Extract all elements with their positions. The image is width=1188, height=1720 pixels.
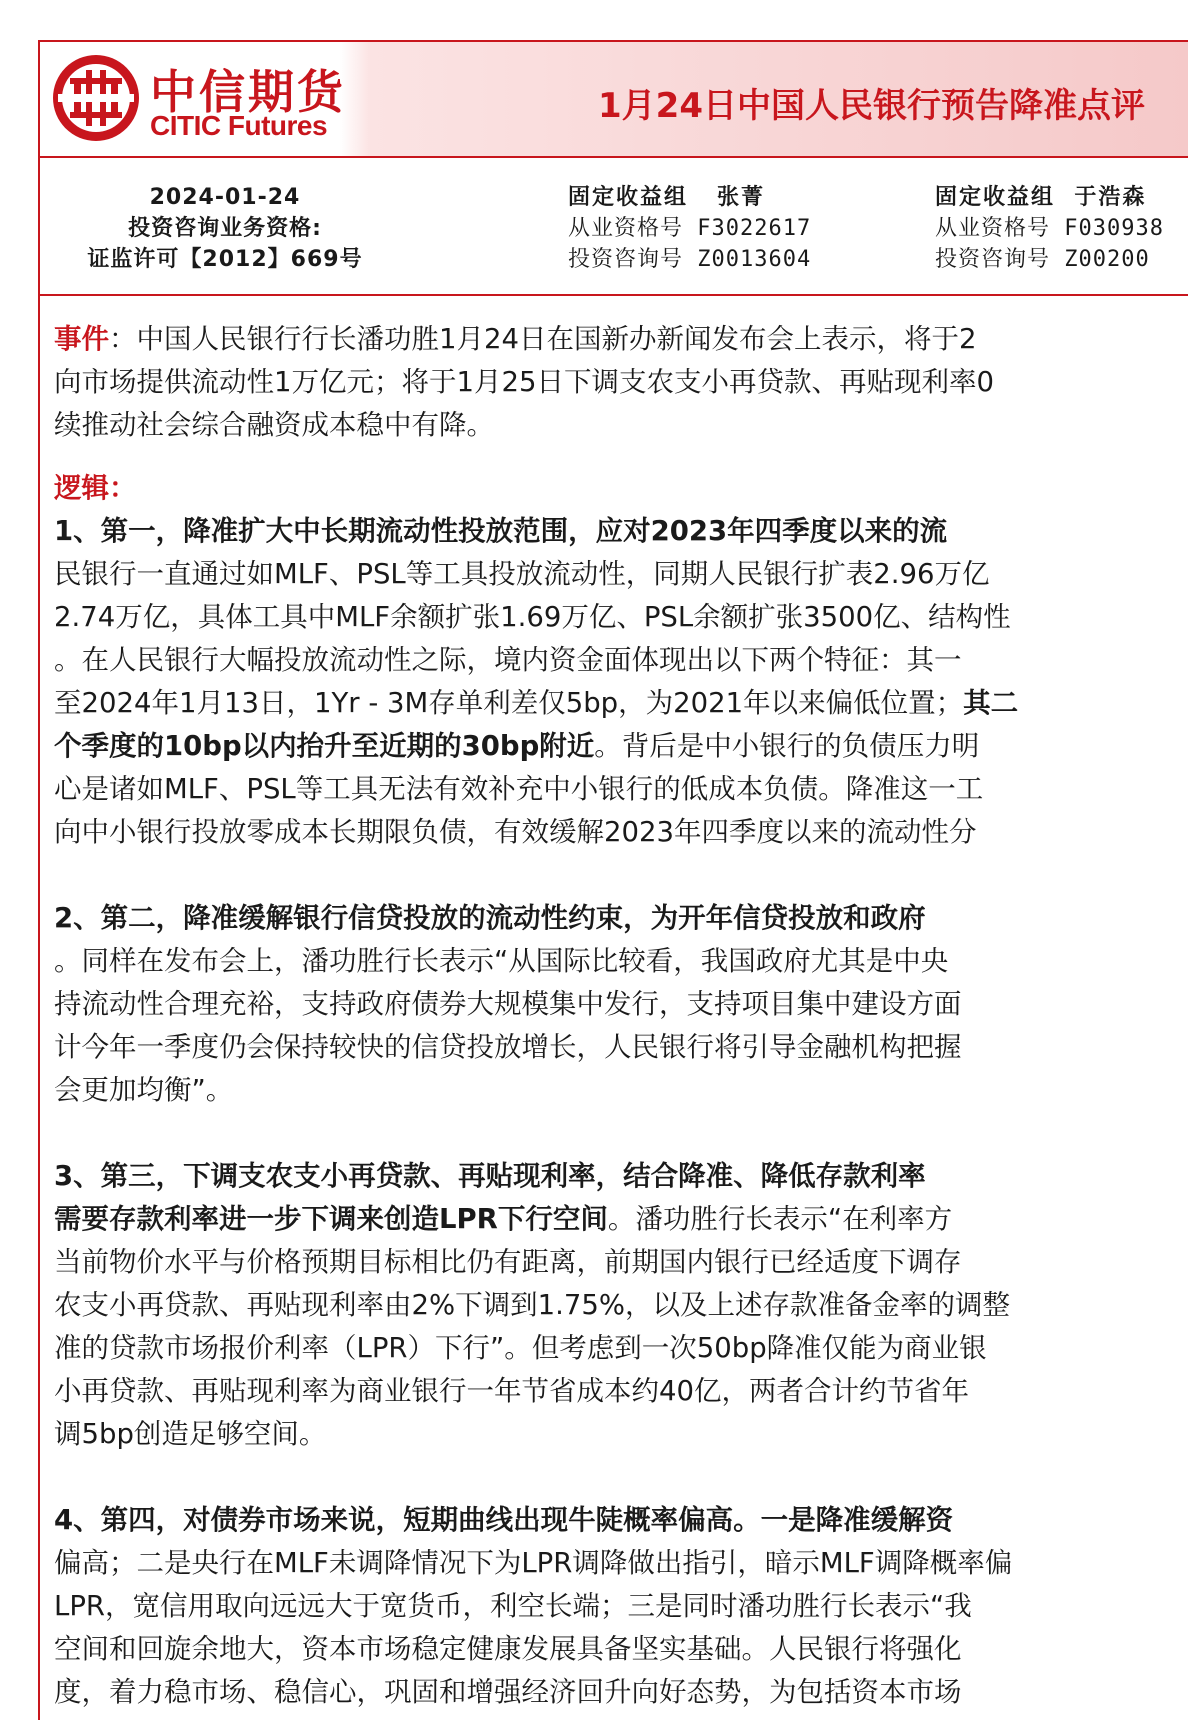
body-line: 2.74万亿，具体工具中MLF余额扩张1.69万亿、PSL余额扩张3500亿、结构性 [54, 601, 1011, 633]
reg-label: 从业资格号 [935, 216, 1051, 241]
logic-label: 逻辑： [54, 472, 137, 504]
analyst-card-1 [568, 182, 811, 275]
analyst-reg [568, 213, 811, 244]
paragraph-gap [54, 854, 1188, 897]
report-date: 2024-01-24 [149, 185, 301, 210]
body-line: LPR，宽信用取向远远大于宽货币，利空长端；三是同时潘功胜行长表示“我 [54, 1590, 972, 1622]
body-line: 调5bp创造足够空间。 [54, 1418, 327, 1450]
body-line [54, 682, 1188, 725]
brand-name-cn: 中信期货 [150, 65, 346, 119]
header-divider [40, 156, 1188, 158]
point-2-heading: 2、第二，降准缓解银行信贷投放的流动性约束，为开年信贷投放和政府 [54, 902, 926, 934]
paragraph-gap [54, 1456, 1188, 1499]
body-line: 农支小再贷款、再贴现利率由2%下调到1.75%，以及上述存款准备金率的调整 [54, 1289, 1010, 1321]
analyst-card-2 [935, 182, 1164, 275]
analyst-group: 固定收益组 [568, 185, 689, 210]
emphasis-text: 其二 [963, 687, 1019, 719]
consult-number: Z00200 [1064, 247, 1150, 272]
body-line: 。在人民银行大幅投放流动性之际，境内资金面体现出以下两个特征：其一 [54, 644, 962, 676]
body-line: 当前物价水平与价格预期目标相比仍有距离，前期国内银行已经适度下调存 [54, 1246, 962, 1278]
event-text: ：中国人民银行行长潘功胜1月24日在国新办新闻发布会上表示，将于2 [109, 323, 977, 355]
analyst-reg [935, 213, 1164, 244]
reg-number: F030938 [1064, 216, 1164, 241]
body-line: 持流动性合理充裕，支持政府债券大规模集中发行，支持项目集中建设方面 [54, 988, 962, 1020]
event-label: 事件 [54, 323, 109, 355]
body-line: 计今年一季度仍会保持较快的信贷投放增长，人民银行将引导金融机构把握 [54, 1031, 962, 1063]
consult-label: 投资咨询号 [568, 247, 684, 272]
body-text: 至2024年1月13日，1Yr - 3M存单利差仅5bp，为2021年以来偏低位置； [54, 687, 964, 719]
body-line: 准的贷款市场报价利率（LPR）下行”。但考虑到一次50bp降准仅能为商业银 [54, 1332, 987, 1364]
analyst-name: 张菁 [717, 185, 766, 210]
body-text: 。一是降准缓解资 [733, 1504, 954, 1536]
body-line: 度，着力稳市场、稳信心，巩固和增强经济回升向好态势，为包括资本市场 [54, 1676, 962, 1708]
meta-divider [40, 294, 1188, 296]
analyst-consult [935, 244, 1164, 275]
emphasis-text: 4、第四，对债券市场来说，短期曲线出现牛陡概率偏高 [54, 1504, 734, 1536]
body-line: 续推动社会综合融资成本稳中有降。 [54, 409, 494, 441]
body-text: 。背后是中小银行的负债压力明 [594, 730, 980, 762]
analyst-header [568, 182, 811, 213]
body-line: 偏高；二是央行在MLF未调降情况下为LPR调降做出指引，暗示MLF调降概率偏 [54, 1547, 1013, 1579]
report-info [60, 182, 390, 275]
citic-logo-icon [50, 52, 142, 144]
body-line: 空间和回旋余地大，资本市场稳定健康发展具备坚实基础。人民银行将强化 [54, 1633, 962, 1665]
consult-label: 投资咨询号 [935, 247, 1051, 272]
event-paragraph [54, 318, 1188, 361]
analyst-header [935, 182, 1164, 213]
body-text: 。潘功胜行长表示“在利率方 [607, 1203, 953, 1235]
body-line: 。同样在发布会上，潘功胜行长表示“从国际比较看，我国政府尤其是中央 [54, 945, 949, 977]
report-title: 1月24日中国人民银行预告降准点评 [598, 86, 1145, 126]
point-1-heading: 1、第一，降准扩大中长期流动性投放范围，应对2023年四季度以来的流 [54, 515, 948, 547]
analyst-consult [568, 244, 811, 275]
body-line: 向市场提供流动性1万亿元；将于1月25日下调支农支小再贷款、再贴现利率0 [54, 366, 994, 398]
brand-name-en: CITIC Futures [150, 110, 328, 141]
report-body [54, 318, 1188, 1714]
reg-label: 从业资格号 [568, 216, 684, 241]
body-line: 会更加均衡”。 [54, 1074, 234, 1106]
qualification-label: 投资咨询业务资格: [128, 216, 322, 241]
consult-number: Z0013604 [697, 247, 812, 272]
emphasis-text: 个季度的10bp以内抬升至近期的30bp附近 [54, 730, 595, 762]
analyst-name: 于浩森 [1074, 185, 1147, 210]
license-number: 证监许可【2012】669号 [87, 247, 363, 272]
spacer [54, 447, 1188, 467]
body-line: 民银行一直通过如MLF、PSL等工具投放流动性，同期人民银行扩表2.96万亿 [54, 558, 990, 590]
reg-number: F3022617 [697, 216, 812, 241]
body-line [54, 1198, 1188, 1241]
point-3-heading: 3、第三，下调支农支小再贷款、再贴现利率，结合降准、降低存款利率 [54, 1160, 926, 1192]
paragraph-gap [54, 1112, 1188, 1155]
body-line: 向中小银行投放零成本长期限负债，有效缓解2023年四季度以来的流动性分 [54, 816, 977, 848]
body-line: 心是诸如MLF、PSL等工具无法有效补充中小银行的低成本负债。降准这一工 [54, 773, 984, 805]
body-line: 小再贷款、再贴现利率为商业银行一年节省成本约40亿，两者合计约节省年 [54, 1375, 969, 1407]
body-line [54, 725, 1188, 768]
analyst-group: 固定收益组 [935, 185, 1056, 210]
point-4-heading [54, 1499, 1188, 1542]
emphasis-text: 需要存款利率进一步下调来创造LPR下行空间 [54, 1203, 608, 1235]
